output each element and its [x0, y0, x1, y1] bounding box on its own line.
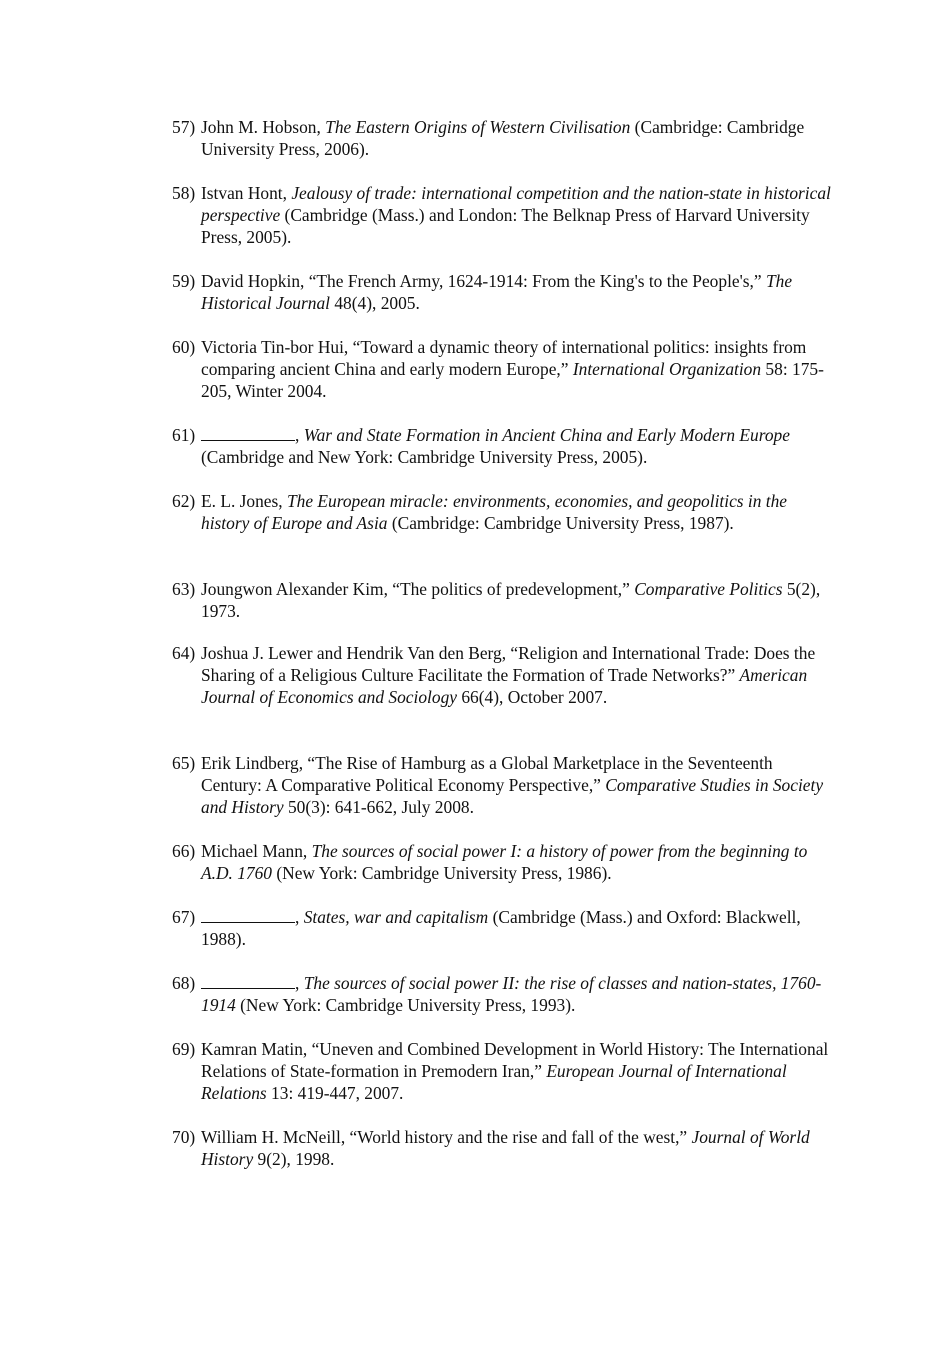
- reference-title: War and State Formation in Ancient China and Early Modern Europe: [303, 425, 790, 445]
- reference-title: The Historical Journal: [201, 271, 793, 313]
- reference-entry: [172, 642, 832, 708]
- reference-number: 70): [172, 1127, 196, 1147]
- reference-entry: [172, 424, 832, 468]
- reference-title: Jealousy of trade: international competition and the nation-state in historical perspective: [201, 183, 831, 225]
- reference-entry: [172, 906, 832, 950]
- reference-text: Kamran Matin, “Uneven and Combined Development in World History: The International Relations of State-formation in Premodern Iran,”: [201, 1039, 829, 1081]
- reference-text: 66(4), October 2007.: [457, 687, 608, 707]
- reference-text: William H. McNeill, “World history and the rise and fall of the west,”: [201, 1127, 692, 1147]
- repeated-author-rule: [201, 974, 295, 989]
- reference-title: European Journal of International Relations: [201, 1061, 787, 1103]
- reference-text: (Cambridge: Cambridge University Press, 1987).: [387, 513, 734, 533]
- reference-text: ,: [295, 973, 304, 993]
- reference-title: The sources of social power II: the rise of classes and nation-states, 1760-1914: [201, 973, 822, 1015]
- reference-number: 60): [172, 337, 196, 357]
- reference-title: The European miracle: environments, economies, and geopolitics in the history of Europe and Asia: [201, 491, 788, 533]
- reference-number: 62): [172, 491, 196, 511]
- reference-number: 65): [172, 753, 196, 773]
- reference-entry: [172, 1126, 832, 1170]
- reference-text: E. L. Jones,: [201, 491, 287, 511]
- reference-title: Comparative Politics: [634, 579, 783, 599]
- reference-number: 58): [172, 183, 196, 203]
- reference-entry: [172, 1038, 832, 1104]
- reference-entry: [172, 270, 832, 314]
- reference-text: (New York: Cambridge University Press, 1993).: [235, 995, 576, 1015]
- reference-text: Joshua J. Lewer and Hendrik Van den Berg, “Religion and International Trade: Does the Sharing of a Religious Culture Facilitate the Formation of Trade Networks?”: [201, 643, 816, 685]
- repeated-author-rule: [201, 426, 295, 441]
- reference-text: (Cambridge (Mass.) and Oxford: Blackwell, 1988).: [201, 907, 801, 949]
- reference-entry: [172, 840, 832, 884]
- reference-number: 64): [172, 643, 196, 663]
- reference-text: David Hopkin, “The French Army, 1624-1914: From the King's to the People's,”: [201, 271, 766, 291]
- reference-title: Journal of World History: [201, 1127, 810, 1169]
- reference-entry: [172, 972, 832, 1016]
- reference-text: 58: 175-205, Winter 2004.: [201, 359, 824, 401]
- reference-entry: [172, 752, 832, 818]
- reference-text: 48(4), 2005.: [329, 293, 420, 313]
- reference-number: 66): [172, 841, 196, 861]
- reference-text: Joungwon Alexander Kim, “The politics of predevelopment,”: [201, 579, 635, 599]
- repeated-author-rule: [201, 908, 295, 923]
- reference-title: The Eastern Origins of Western Civilisation: [325, 117, 631, 137]
- reference-text: Victoria Tin-bor Hui, “Toward a dynamic theory of international politics: insights from comparing ancient China and early modern Europe,”: [201, 337, 807, 379]
- reference-text: (Cambridge and New York: Cambridge University Press, 2005).: [201, 447, 648, 467]
- reference-number: 68): [172, 973, 196, 993]
- reference-number: 67): [172, 907, 196, 927]
- reference-text: Istvan Hont,: [201, 183, 292, 203]
- reference-entry: [172, 490, 832, 534]
- reference-entry: [172, 578, 832, 622]
- reference-title: American Journal of Economics and Sociology: [201, 665, 808, 707]
- reference-text: ,: [295, 425, 304, 445]
- reference-text: Erik Lindberg, “The Rise of Hamburg as a Global Marketplace in the Seventeenth Century: A Comparative Political Economy Perspective,”: [201, 753, 773, 795]
- reference-title: International Organization: [572, 359, 762, 379]
- reference-text: (Cambridge: Cambridge University Press, 2006).: [201, 117, 805, 159]
- reference-entry: [172, 336, 832, 402]
- reference-text: 13: 419-447, 2007.: [266, 1083, 404, 1103]
- reference-number: 61): [172, 425, 196, 445]
- reference-text: (Cambridge (Mass.) and London: The Belknap Press of Harvard University Press, 2005).: [201, 205, 810, 247]
- reference-text: (New York: Cambridge University Press, 1986).: [272, 863, 612, 883]
- reference-number: 59): [172, 271, 196, 291]
- reference-title: Comparative Studies in Society and History: [201, 775, 824, 817]
- reference-number: 69): [172, 1039, 196, 1059]
- reference-title: The sources of social power I: a history of power from the beginning to A.D. 1760: [201, 841, 808, 883]
- reference-text: ,: [295, 907, 304, 927]
- reference-entry: [172, 116, 832, 160]
- reference-text: John M. Hobson,: [201, 117, 326, 137]
- reference-entry: [172, 182, 832, 248]
- reference-text: 5(2), 1973.: [201, 579, 821, 621]
- reference-number: 63): [172, 579, 196, 599]
- reference-text: 9(2), 1998.: [253, 1149, 335, 1169]
- reference-title: States, war and capitalism: [303, 907, 489, 927]
- reference-text: Michael Mann,: [201, 841, 312, 861]
- reference-text: 50(3): 641-662, July 2008.: [283, 797, 474, 817]
- reference-number: 57): [172, 117, 196, 137]
